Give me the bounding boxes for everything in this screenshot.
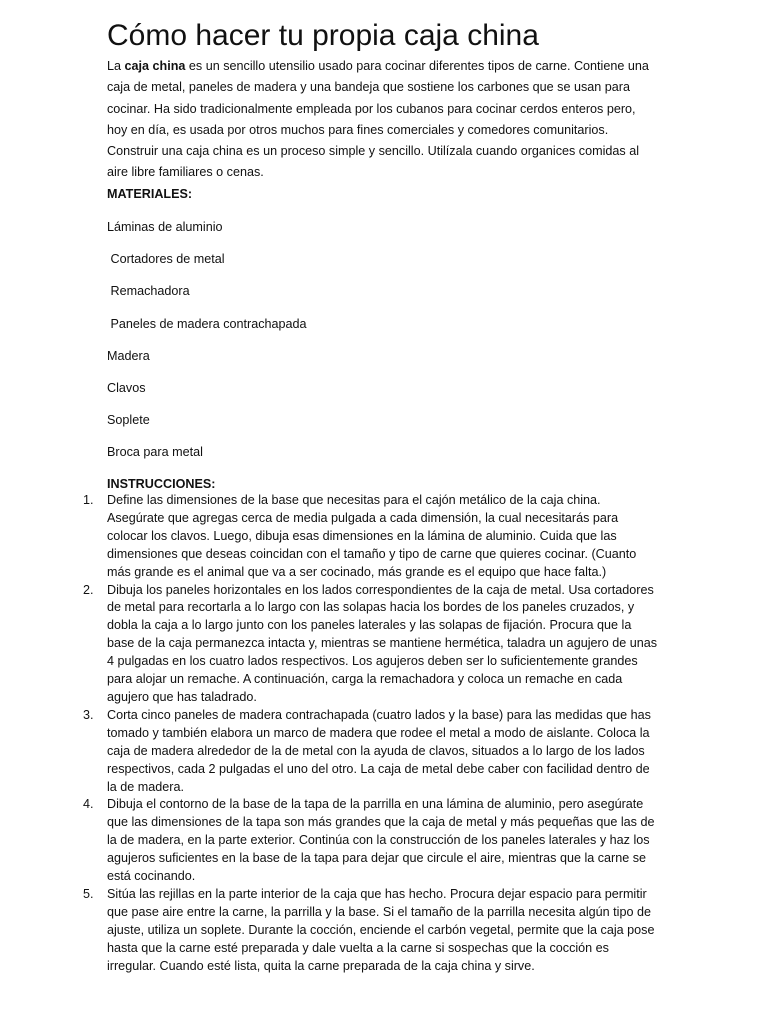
step-text: Define las dimensiones de la base que necesitas para el cajón metálico de la caja china. Asegúrate que agregas cerca de media pulgada a cada dimensión, la cual necesitarás para colocar los clavos. Luego, dibuja esas dimensiones en la lámina de aluminio. Cuida que las dimensiones que deseas coincidan con el tamaño y tipo de carne que quieres cocinar. (Cuanto más grande es el animal que va a ser cocinado, más grande es el equipo que hace falta.) [107, 493, 637, 579]
materials-item: Soplete [107, 413, 150, 427]
instruction-step [80, 796, 660, 886]
step-text: Dibuja el contorno de la base de la tapa de la parrilla en una lámina de aluminio, pero asegúrate que las dimensiones de la tapa son más grandes que la caja de metal y más pequeñas que las de la de madera, en la parte exterior. Continúa con la construcción de los paneles laterales y haz los agujeros suficientes en la base de la tapa para dejar que circule el aire, mientras que la carne se está cocinando. [107, 797, 655, 884]
materials-item: Cortadores de metal [107, 252, 225, 266]
intro-bold-term: caja china [124, 59, 186, 73]
materials-item: Clavos [107, 381, 146, 395]
intro-paragraph [107, 56, 652, 184]
step-number: 2. [83, 582, 94, 597]
instruction-step [80, 886, 660, 976]
step-number: 3. [83, 707, 94, 722]
step-number: 4. [83, 797, 94, 812]
document-title: Cómo hacer tu propia caja china [107, 19, 539, 52]
step-number: 5. [83, 886, 94, 901]
intro-rest: es un sencillo utensilio usado para cocinar diferentes tipos de carne. Contiene una caja de metal, paneles de madera y una bandeja que sostiene los carbones que se usan para cocinar. Ha sido tradicionalmente empleada por los cubanos para cocinar cerdos enteros pero, hoy en día, es usada por otros muchos para fines comerciales y comedores comunitarios. Construir una caja china es un proceso simple y sencillo. Utilízala cuando organices comidas al aire libre familiares o cenas. [107, 59, 649, 180]
step-text: Dibuja los paneles horizontales en los lados correspondientes de la caja de metal. Usa cortadores de metal para recortarla a lo largo con las solapas hacia los bordes de los paneles cruzados, y dobla la caja a lo largo junto con los paneles laterales y las solapas de fijación. Procura que la base de la caja permanezca intacta y, mientras se mantiene hermética, taladra un agujero de unas 4 pulgadas en los cuatro lados respectivos. Los agujeros deben ser lo suficientemente grandes para alojar un remache. A continuación, carga la remachadora y coloca un remache en cada agujero que has taladrado. [107, 582, 658, 704]
materials-item: Broca para metal [107, 445, 203, 459]
instructions-list [80, 492, 660, 975]
materials-item: Láminas de aluminio [107, 220, 223, 234]
instruction-step [80, 492, 660, 582]
materials-item: Paneles de madera contrachapada [107, 317, 307, 331]
step-text: Sitúa las rejillas en la parte interior de la caja que has hecho. Procura dejar espacio para permitir que pase aire entre la carne, la parrilla y la base. Si el tamaño de la parrilla necesita algún tipo de ajuste, utiliza un soplete. Durante la cocción, enciende el carbón vegetal, permite que la caja pose hasta que la carne esté preparada y dale vuelta a la carne si sospechas que la cocción es irregular. Cuando esté lista, quita la carne preparada de la caja china y sirve. [107, 886, 655, 973]
instruction-step [80, 582, 660, 707]
step-text: Corta cinco paneles de madera contrachapada (cuatro lados y la base) para las medidas que has tomado y también elabora un marco de madera que rodee el metal a modo de aislante. Coloca la caja de madera alrededor de la de metal con la ayuda de clavos, situados a lo largo de los lados respectivos, cada 2 pulgadas el uno del otro. La caja de metal debe caber con facilidad dentro de la de madera. [107, 707, 651, 794]
step-number: 1. [83, 493, 94, 507]
materials-item: Madera [107, 349, 150, 363]
materials-heading: MATERIALES: [107, 187, 193, 201]
instruction-step [80, 707, 660, 797]
instructions-heading: INSTRUCCIONES: [107, 477, 216, 491]
materials-item: Remachadora [107, 284, 190, 298]
intro-prefix: La [107, 59, 125, 73]
